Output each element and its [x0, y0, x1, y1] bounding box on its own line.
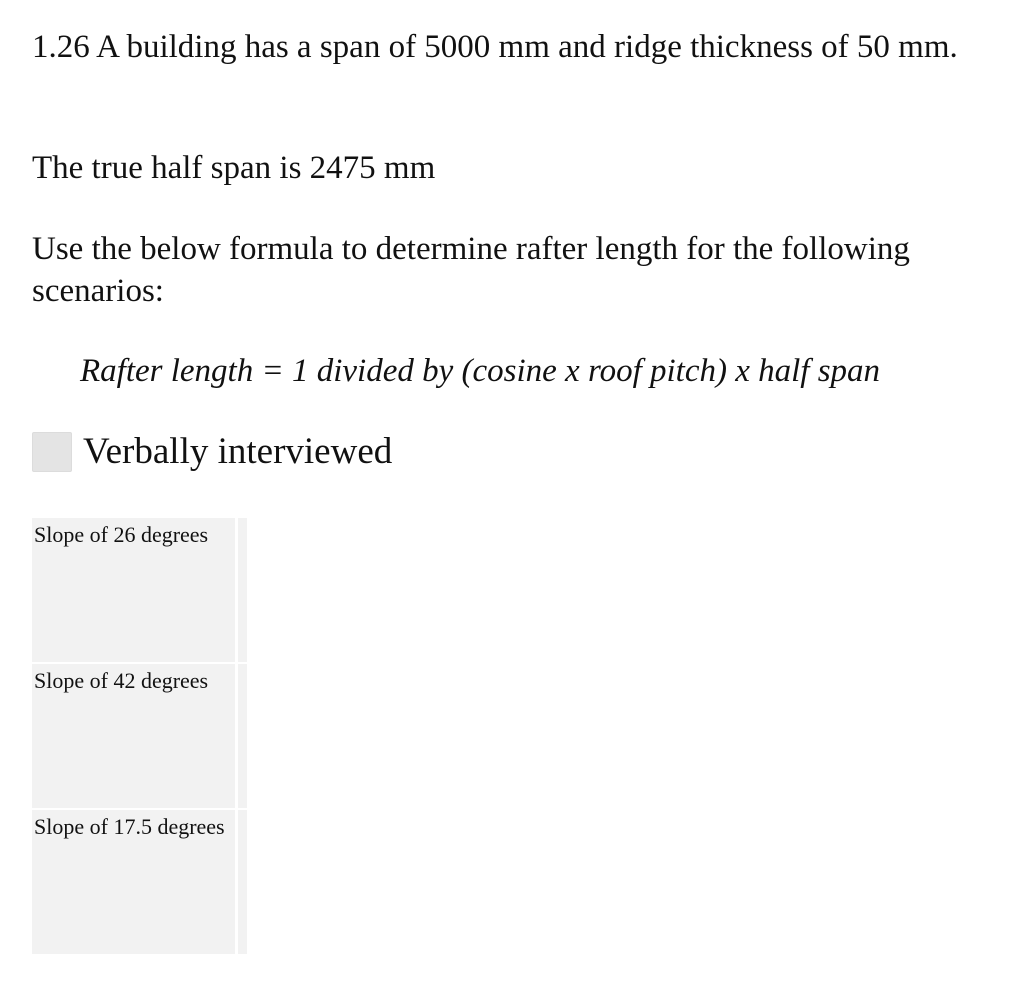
cell-edge: [238, 664, 247, 810]
verbally-interviewed-checkbox[interactable]: [32, 432, 72, 472]
slope-row: [32, 518, 247, 664]
verbally-interviewed-row[interactable]: [32, 430, 392, 474]
cell-edge: [238, 810, 247, 956]
slope-42-answer-field[interactable]: [32, 664, 235, 810]
slope-42-label: Slope of 42 degrees: [34, 668, 209, 693]
half-span-text: The true half span is 2475 mm: [32, 150, 436, 186]
slope-26-label: Slope of 26 degrees: [34, 522, 209, 547]
verbally-interviewed-label: Verbally interviewed: [83, 431, 393, 472]
instruction-text: Use the below formula to determine rafter length for the following scenarios:: [32, 231, 910, 309]
slope-17-5-answer-field[interactable]: [32, 810, 235, 956]
slope-17-5-label: Slope of 17.5 degrees: [34, 814, 225, 839]
slope-row: [32, 664, 247, 810]
cell-edge: [238, 518, 247, 664]
slope-answer-table: [32, 518, 247, 956]
rafter-length-formula: Rafter length = 1 divided by (cosine x roof pitch) x half span: [80, 353, 881, 389]
question-title: 1.26 A building has a span of 5000 mm and ridge thickness of 50 mm.: [32, 29, 958, 65]
slope-row: [32, 810, 247, 956]
slope-26-answer-field[interactable]: [32, 518, 235, 664]
